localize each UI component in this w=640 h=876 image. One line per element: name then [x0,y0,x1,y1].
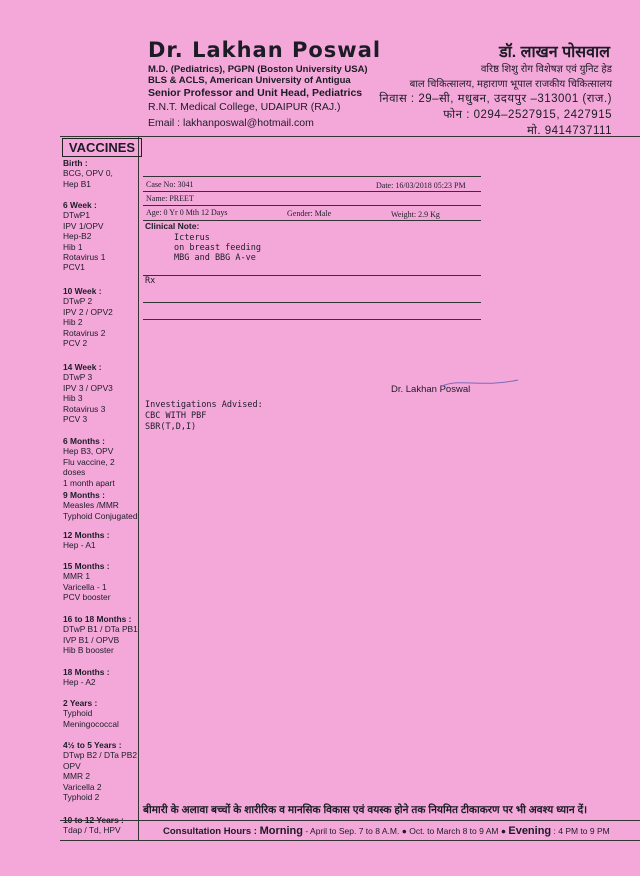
vaccine-group-18-months [63,667,139,688]
hindi-line-1: वरिष्ठ शिशु रोग विशेषज्ञ एवं युनिट हेड [480,64,612,75]
designation: Senior Professor and Unit Head, Pediatrics [148,87,363,99]
vaccine-item: Rotavirus 2 [63,327,106,338]
vaccine-group-9-months [63,490,139,521]
qualifications-line-2: BLS & ACLS, American University of Antigua [148,75,351,86]
vaccine-group-head: 10 Week : [63,286,102,296]
rule-line [143,319,481,320]
investigations-label: Investigations Advised: [145,400,263,410]
vaccine-item: Varicella - 1 [63,581,107,592]
hindi-line-2: बाल चिकित्सालय, महाराणा भूपाल राजकीय चिकित्सालय [409,79,612,90]
hindi-mobile: मो. 9414737111 [527,125,612,137]
vaccine-item: PCV booster [63,592,111,603]
qualifications-line-1: M.D. (Pediatrics), PGPN (Boston University USA) [148,64,368,75]
vaccine-item: IPV 2 / OPV2 [63,306,113,317]
vaccine-group-15-months [63,561,139,603]
vaccine-item: 1 month apart [63,477,115,488]
investigation-item: CBC WITH PBF [145,411,207,421]
vaccine-group-head: 16 to 18 Months : [63,614,132,624]
vaccine-item: MMR 2 [63,771,90,782]
morning-label: Morning [259,825,303,837]
evening-hours: : 4 PM to 9 PM [551,826,610,836]
vaccine-item: Hib 2 [63,317,83,328]
vaccine-item: DTwP 3 [63,372,93,383]
investigation-item: SBR(T,D,I) [145,422,197,432]
vaccine-item: MMR 1 [63,571,90,582]
footer-divider [60,820,640,821]
vaccine-item: DTwp B2 / DTa PB2 [63,750,138,761]
clinical-note-label: Clinical Note: [145,221,200,231]
vaccine-item: DTwP B1 / DTa PB1 [63,624,138,635]
vaccine-group-head: Birth : [63,158,88,168]
vaccine-item: Measles /MMR [63,500,119,511]
vaccine-item: Hib 1 [63,241,83,252]
visit-date: Date: 16/03/2018 05:23 PM [376,181,466,190]
rule-line [143,275,481,276]
vaccine-group-6-week [63,200,139,273]
rule-line [143,302,481,303]
college: R.N.T. Medical College, UDAIPUR (RAJ.) [148,101,341,113]
vaccine-item: IPV 1/OPV [63,220,104,231]
vaccine-group-12-months [63,530,139,551]
rule-line [143,191,481,192]
vaccine-item: Meningococcal [63,718,119,729]
vaccine-group-14-week [63,362,139,424]
evening-label: Evening [508,825,552,837]
patient-name: Name: PREET [146,194,194,203]
case-number: Case No: 3041 [146,180,194,189]
patient-age: Age: 0 Yr 0 Mth 12 Days [146,208,228,217]
consultation-hours [163,825,610,837]
consult-label: Consultation Hours : [163,826,260,837]
hindi-phone: फोन : 0294–2527915, 2427915 [443,109,612,121]
doctor-signature: Dr. Lakhan Poswal [391,384,471,395]
vaccine-group-head: 10 to 12 Years : [63,815,124,825]
vaccine-item: PCV 3 [63,414,88,425]
vaccine-item: Hep B1 [63,178,91,189]
vaccine-item: Hib B booster [63,645,114,656]
vaccines-title: VACCINES [62,138,142,157]
vaccine-group-head: 18 Months : [63,667,110,677]
vaccine-group-head: 2 Years : [63,698,98,708]
rule-line [143,205,481,206]
vaccine-group-birth [63,158,139,189]
footer-hindi-note: बीमारी के अलावा बच्चों के शारीरिक व मानसिक विकास एवं वयस्क होने तक नियमित टीकाकरण पर भी अवश्य ध्यान दें। [143,804,588,816]
footer-bottom-divider [60,840,640,841]
vaccine-group-6-months [63,436,139,488]
vaccine-item: Varicella 2 [63,781,102,792]
vaccine-item: Rotavirus 3 [63,403,106,414]
morning-hours: - April to Sep. 7 to 8 A.M. ● Oct. to March 8 to 9 AM ● [302,826,509,836]
vaccine-item: BCG, OPV 0, [63,168,113,179]
hindi-address: निवास : 29–सी, मधुबन, उदयपुर –313001 (राज.) [379,93,612,105]
vaccine-group-16-18-months [63,614,139,656]
vaccine-group-4-5-years [63,740,139,802]
vaccine-item: OPV [63,760,81,771]
signature-scribble [440,376,520,390]
vaccine-item: Hep - A2 [63,677,96,688]
header-divider [60,136,640,137]
vaccine-item: Hep-B2 [63,231,92,242]
clinical-note-line: on breast feeding [174,243,261,253]
vaccine-item: Hep B3, OPV [63,446,114,457]
vaccine-item: Typhoid [63,708,93,719]
vaccine-group-2-years [63,698,139,729]
clinical-note-line: MBG and BBG A-ve [174,253,256,263]
vaccine-item: Tdap / Td, HPV [63,825,121,836]
vaccine-item: Flu vaccine, 2 doses [63,456,115,478]
rule-line [143,176,481,177]
vaccine-group-head: 15 Months : [63,561,110,571]
vaccine-item: Hib 3 [63,393,83,404]
vaccine-item: DTwP 2 [63,296,93,307]
vaccine-group-head: 6 Months : [63,436,105,446]
patient-weight: Weight: 2.9 Kg [391,210,440,219]
hindi-doctor-name: डॉ. लाखन पोसवाल [499,44,610,61]
vaccine-item: Rotavirus 1 [63,252,106,263]
vaccine-item: PCV 2 [63,338,88,349]
vaccine-group-head: 4½ to 5 Years : [63,740,122,750]
clinical-note-line: Icterus [174,233,210,243]
rx-label: Rx [145,276,156,286]
email: Email : lakhanposwal@hotmail.com [148,117,314,129]
patient-gender: Gender: Male [287,209,332,218]
vaccine-item: IVP B1 / OPVB [63,634,120,645]
vaccine-group-head: 9 Months : [63,490,105,500]
vaccine-item: IPV 3 / OPV3 [63,382,113,393]
vaccine-item: PCV1 [63,262,85,273]
vaccine-group-head: 14 Week : [63,362,102,372]
vaccine-item: DTwP1 [63,210,90,221]
vaccine-group-10-12-years [63,815,139,836]
vaccine-group-head: 12 Months : [63,530,110,540]
vaccine-group-head: 6 Week : [63,200,97,210]
vaccine-item: Hep - A1 [63,540,96,551]
vaccine-group-10-week [63,286,139,348]
vaccine-item: Typhoid Conjugated [63,510,138,521]
doctor-name: Dr. Lakhan Poswal [148,38,382,62]
vaccine-item: Typhoid 2 [63,792,100,803]
